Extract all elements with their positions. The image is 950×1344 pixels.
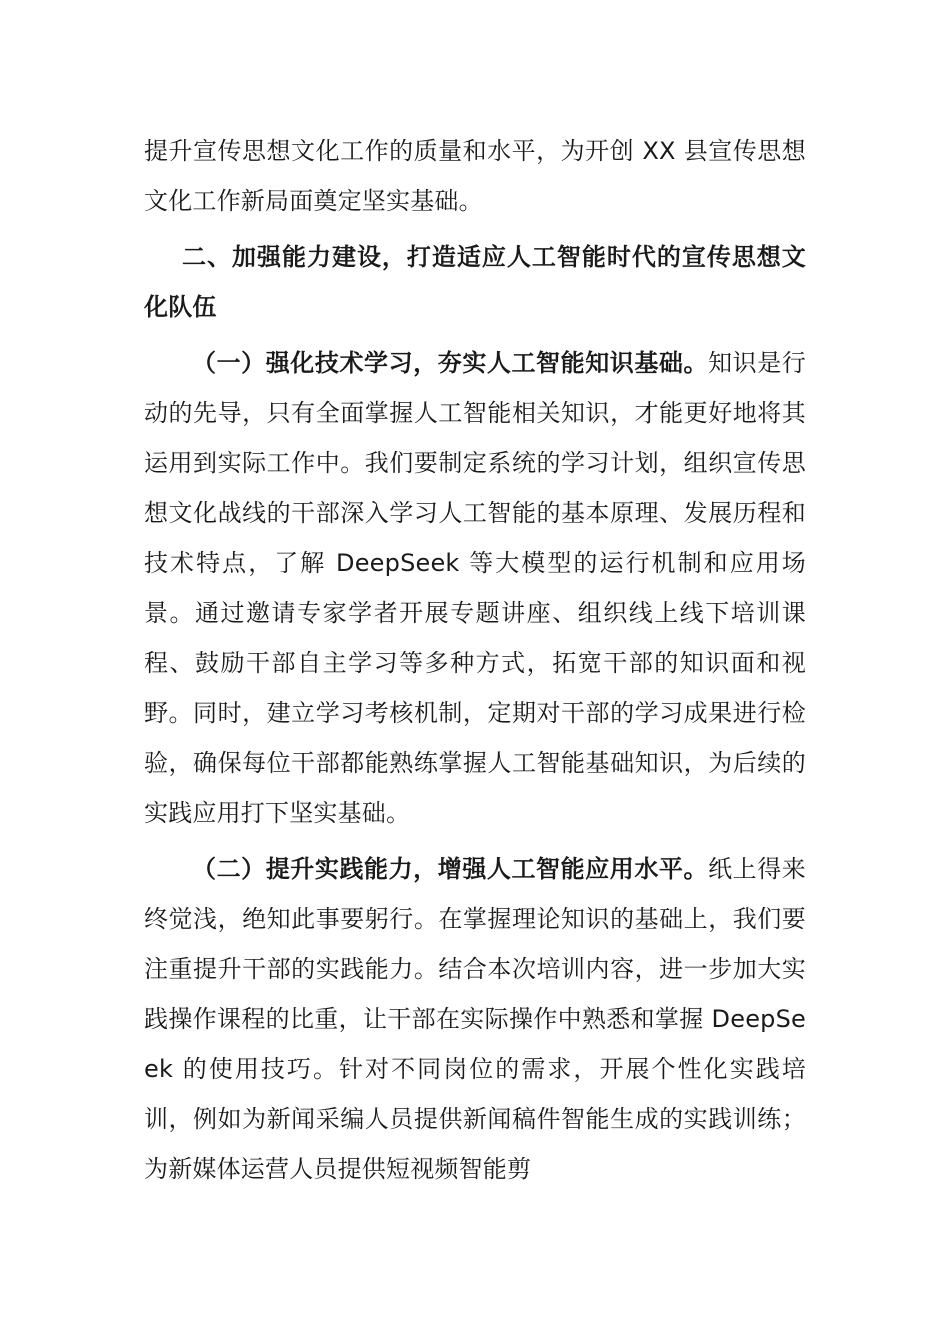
section-heading: 二、加强能力建设，打造适应人工智能时代的宣传思想文化队伍 — [144, 243, 806, 321]
subsection-body-1: 知识是行动的先导，只有全面掌握人工智能相关知识，才能更好地将其运用到实际工作中。我们要制定系统的学习计划，组织宣传思想文化战线的干部深入学习人工智能的基本原理、发展历程和技术特点，了解 DeepSeek 等大模型的运行机制和应用场景。通过邀请专家学者开展专题讲座、组织线上线下培训课程、鼓励干部自主学习等多种方式，拓宽干部的知识面和视野。同时，建立学习考核机制，定期对干部的学习成果进行检验，确保每位干部都能熟练掌握人工智能基础知识，为后续的实践应用打下坚实基础。 — [144, 349, 806, 827]
subsection-lead-2: （二）提升实践能力，增强人工智能应用水平。 — [192, 855, 709, 883]
subsection-lead-1: （一）强化技术学习，夯实人工智能知识基础。 — [192, 349, 709, 377]
subsection-paragraph-2 — [144, 844, 806, 1194]
subsection-body-2: 纸上得来终觉浅，绝知此事要躬行。在掌握理论知识的基础上，我们要注重提升干部的实践能力。结合本次培训内容，进一步加大实践操作课程的比重，让干部在实际操作中熟悉和掌握 DeepSeek 的使用技巧。针对不同岗位的需求，开展个性化实践培训，例如为新闻采编人员提供新闻稿件智能生成的实践训练；为新媒体运营人员提供短视频智能剪 — [144, 855, 806, 1183]
subsection-paragraph-1 — [144, 338, 806, 838]
document-page — [144, 126, 806, 1194]
body-paragraph-continuation: 提升宣传思想文化工作的质量和水平，为开创 XX 县宣传思想文化工作新局面奠定坚实基础。 — [144, 137, 806, 215]
